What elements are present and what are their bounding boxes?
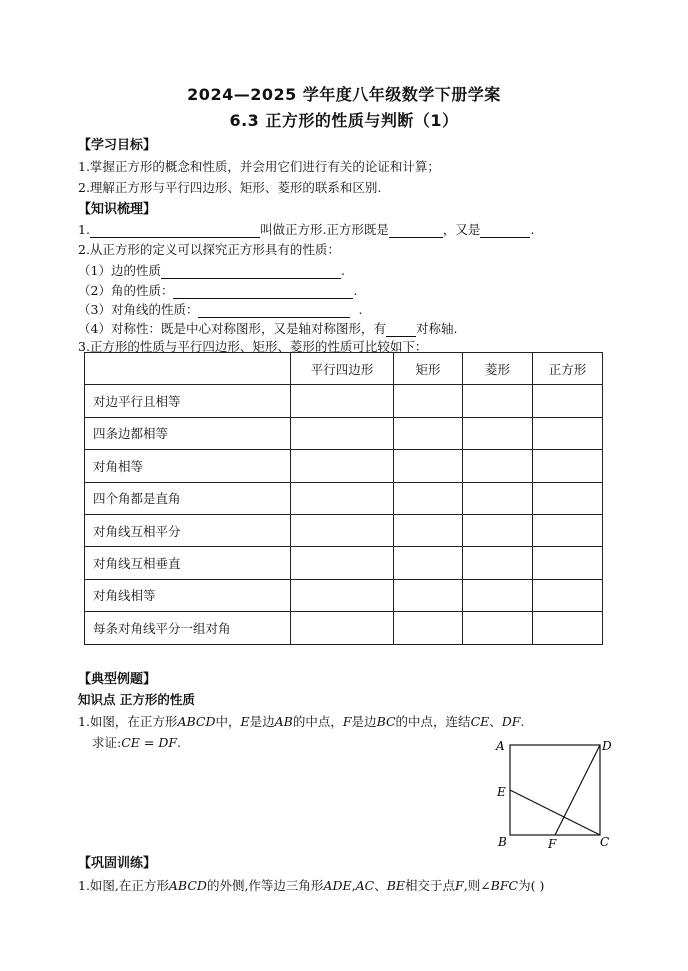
q2-diagonal-blank xyxy=(198,304,350,318)
table-cell xyxy=(291,385,394,417)
label-c: C xyxy=(600,835,610,849)
comparison-table xyxy=(84,352,603,645)
q2-diagonal-label: （3）对角线的性质： xyxy=(78,302,199,317)
q1-end: . xyxy=(530,222,535,237)
ex1-text-c: 是边 xyxy=(249,714,275,729)
table-cell xyxy=(463,612,533,644)
ex1-text-a: 1.如图，在正方形 xyxy=(78,714,178,729)
table-cell xyxy=(394,482,463,514)
table-cell xyxy=(463,417,533,449)
table-row-label: 对角相等 xyxy=(85,450,291,482)
table-cell xyxy=(394,579,463,611)
q1-blank-3 xyxy=(480,224,530,238)
knowledge-q2-angle xyxy=(78,281,357,299)
table-row-label: 对角线互相垂直 xyxy=(85,547,291,579)
ex1-text-b: 中， xyxy=(215,714,241,729)
objective-item-2: 2.理解正方形与平行四边形、矩形、菱形的联系和区别. xyxy=(78,180,382,195)
ex1-bc: BC xyxy=(376,714,396,729)
ex1-text-e: 是边 xyxy=(351,714,377,729)
q2-angle-label: （2）角的性质： xyxy=(78,283,174,298)
q2-side-blank xyxy=(161,265,341,279)
table-row xyxy=(85,612,603,644)
ex1-df: DF xyxy=(501,714,521,729)
prove-expression: CE = DF xyxy=(121,735,178,750)
table-cell xyxy=(533,514,603,546)
q2-diagonal-period: . xyxy=(358,302,363,317)
table-cell xyxy=(463,547,533,579)
table-row-label: 对角线相等 xyxy=(85,579,291,611)
ex1-abcd: ABCD xyxy=(177,714,216,729)
examples-topic: 知识点 正方形的性质 xyxy=(78,692,195,707)
knowledge-q1 xyxy=(78,220,534,238)
table-header-cell: 矩形 xyxy=(394,353,463,385)
segment-df xyxy=(555,745,600,835)
table-header-row xyxy=(85,353,603,385)
example-problem-1 xyxy=(78,712,524,730)
table-row xyxy=(85,579,603,611)
examples-heading: 【典型例题】 xyxy=(78,672,157,687)
pr1-text-c: , xyxy=(351,878,356,893)
table-header-cell xyxy=(85,353,291,385)
pr1-text-d: 、 xyxy=(374,878,387,893)
table-cell xyxy=(394,514,463,546)
table-cell xyxy=(533,482,603,514)
knowledge-q2-intro: 2.从正方形的定义可以探究正方形具有的性质： xyxy=(78,242,340,257)
q2-angle-period: . xyxy=(353,283,358,298)
ex1-text-d: 的中点， xyxy=(292,714,343,729)
table-row xyxy=(85,482,603,514)
table-row xyxy=(85,385,603,417)
table-cell xyxy=(533,579,603,611)
pr1-text-a: 1.如图,在正方形 xyxy=(78,878,169,893)
table-cell xyxy=(291,514,394,546)
square-figure xyxy=(492,736,616,852)
table-header-cell: 平行四边形 xyxy=(291,353,394,385)
q2-symmetry-text-a: （4）对称性：既是中心对称图形，又是轴对称图形，有 xyxy=(78,321,386,336)
pr1-text-g: ,则∠ xyxy=(463,878,491,893)
table-cell xyxy=(291,547,394,579)
table-cell xyxy=(291,417,394,449)
table-cell xyxy=(533,417,603,449)
table-cell xyxy=(291,450,394,482)
knowledge-q2-diagonal xyxy=(78,300,362,318)
q1-text-a: 叫做正方形.正方形既是 xyxy=(259,222,389,237)
pr1-ac: AC xyxy=(355,878,375,893)
label-b: B xyxy=(498,835,507,849)
table-cell xyxy=(463,385,533,417)
table-cell xyxy=(533,612,603,644)
practice-problem-1 xyxy=(78,876,544,894)
table-row xyxy=(85,450,603,482)
table-row-label: 对角线互相平分 xyxy=(85,514,291,546)
objective-item-1: 1.掌握正方形的概念和性质，并会用它们进行有关的论证和计算； xyxy=(78,159,440,174)
table-cell xyxy=(533,385,603,417)
table-cell xyxy=(463,514,533,546)
q2-side-period: . xyxy=(340,263,345,278)
knowledge-q2-side xyxy=(78,261,345,279)
table-row xyxy=(85,514,603,546)
q2-angle-blank xyxy=(173,285,353,299)
ex1-ab: AB xyxy=(274,714,293,729)
example-prove xyxy=(92,733,181,751)
pr1-text-b: 的外侧,作等边三角形 xyxy=(206,878,324,893)
table-header-cell: 菱形 xyxy=(463,353,533,385)
page-subtitle: 6.3 正方形的性质与判断（1） xyxy=(229,111,459,130)
knowledge-q3-intro: 3.正方形的性质与平行四边形、矩形、菱形的性质可比较如下： xyxy=(78,339,428,354)
knowledge-heading: 【知识梳理】 xyxy=(78,202,157,217)
label-d: D xyxy=(602,739,612,753)
table-row-label: 每条对角线平分一组对角 xyxy=(85,612,291,644)
table-row-label: 四个角都是直角 xyxy=(85,482,291,514)
practice-heading: 【巩固训练】 xyxy=(78,856,157,871)
table-header-cell: 正方形 xyxy=(533,353,603,385)
label-f: F xyxy=(548,837,557,851)
table-row-label: 对边平行且相等 xyxy=(85,385,291,417)
table-cell xyxy=(394,385,463,417)
ex1-end: . xyxy=(520,714,525,729)
q2-symmetry-text-b: 对称轴. xyxy=(415,321,458,336)
ex1-sep: 、 xyxy=(489,714,502,729)
table-row xyxy=(85,417,603,449)
q2-side-label: （1）边的性质 xyxy=(78,263,161,278)
ex1-ce: CE xyxy=(470,714,490,729)
page-title: 2024—2025 学年度八年级数学下册学案 xyxy=(187,85,501,104)
table-cell xyxy=(394,547,463,579)
q2-symmetry-blank xyxy=(386,323,416,337)
table-row-label: 四条边都相等 xyxy=(85,417,291,449)
label-e: E xyxy=(497,785,506,799)
pr1-abcd: ABCD xyxy=(168,878,207,893)
table-cell xyxy=(394,417,463,449)
table-cell xyxy=(394,612,463,644)
table-row xyxy=(85,547,603,579)
segment-ce xyxy=(510,790,600,835)
q1-text-b: ，又是 xyxy=(442,222,481,237)
table-cell xyxy=(533,450,603,482)
pr1-ade: ADE xyxy=(323,878,352,893)
pr1-text-h: 为( ) xyxy=(518,878,545,893)
table-cell xyxy=(291,612,394,644)
table-cell xyxy=(291,579,394,611)
label-a: A xyxy=(496,739,505,753)
table-cell xyxy=(463,579,533,611)
ex1-e: E xyxy=(240,714,250,729)
table-cell xyxy=(533,547,603,579)
pr1-be: BE xyxy=(386,878,406,893)
q1-prefix: 1. xyxy=(78,222,90,237)
pr1-bfc: BFC xyxy=(490,878,519,893)
table-cell xyxy=(463,482,533,514)
objectives-heading: 【学习目标】 xyxy=(78,138,157,153)
pr1-f: F xyxy=(455,878,464,893)
prove-label: 求证: xyxy=(92,735,122,750)
square-abcd xyxy=(510,745,600,835)
table-cell xyxy=(463,450,533,482)
ex1-f: F xyxy=(342,714,352,729)
q1-blank-2 xyxy=(389,224,443,238)
knowledge-q2-symmetry xyxy=(78,319,457,337)
ex1-text-f: 的中点，连结 xyxy=(395,714,471,729)
prove-end: . xyxy=(177,735,182,750)
table-cell xyxy=(291,482,394,514)
pr1-text-e: 相交于点 xyxy=(405,878,456,893)
q1-blank-1 xyxy=(90,224,260,238)
table-cell xyxy=(394,450,463,482)
